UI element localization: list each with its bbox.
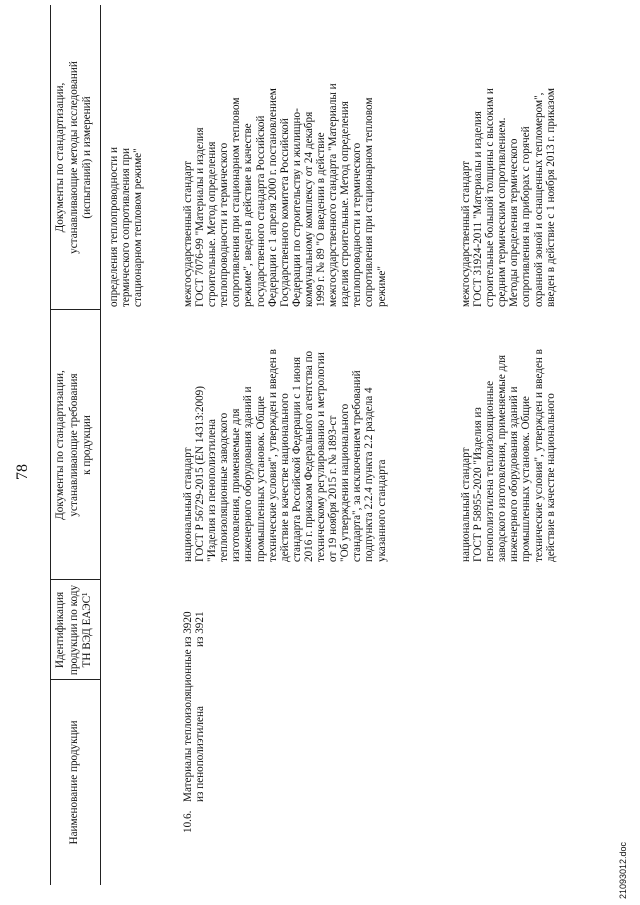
requirements-standard-gost-r-56729: национальный стандарт ГОСТ Р 56729-2015 (EN 14313:2009) "Изделия из пенополиэтилена теплоизоляционные заводского изготовления, применяемые для инженерного оборудования зданий и промышленных установок. Общие технические условия", утвержден и введен в действие в качестве национального стандарта Российской Федерации с 1 июня 2016 г. приказом Федерального агентства по техническому регулированию и метрологии от 19 ноября 2015 г. № 1893-ст "Об утверждении национального стандарта", за исключением требований подпункта 2.2.4 пункта 2.2 раздела 4 указанного стандарта (182, 349, 388, 562)
header-product-name: Наименование продукции (68, 720, 80, 845)
header-bottom-border (100, 5, 101, 885)
document-file-code: 21093012.doc (618, 841, 628, 899)
requirements-standard-gost-r-58955: национальный стандарт ГОСТ Р 58955-2020 "Изделия из пенополиэтилена теплоизоляционные заводского изготовления, применяемые для инженерного оборудования зданий и промышленных установок. Общие технические условия", утвержден и введен в действие в качестве национального (460, 349, 557, 562)
header-methods-docs: Документы по стандартизации, устанавливающие методы исследований (испытаний) и измерений (54, 61, 93, 254)
methods-standard-gost-7076: межгосударственный стандарт ГОСТ 7076-99 "Материалы и изделия строительные. Метод определения теплопроводности и термического сопротивления при стационарном тепловом режиме", введен в действие в качестве государственного стандарта Российской Федерации с 1 апреля 2000 г. постановлением Государственного комитета Российской Федерации по строительству и жилищно- коммунальному комплексу от 24 декабря 1999 г. № 89 "О введении в действие межгосударственного стандарта "Материалы и изделия строительные. Метод определения теплопроводности и термического сопротивления при стационарном тепловом режиме" (182, 83, 388, 307)
page-number: 78 (14, 464, 31, 480)
tn-ved-codes: из 3920 из 3921 (182, 611, 207, 647)
header-tn-ved-code: Идентификация продукции по коду ТН ВЭД ЕАЭС¹ (54, 584, 93, 676)
methods-continuation: определения теплопроводности и термического сопротивления при стационарном тепловом режиме" (108, 147, 145, 307)
header-requirements-docs: Документы по стандартизации, устанавливающие требования к продукции (54, 370, 93, 520)
row-number: 10.6. (182, 810, 194, 833)
table-top-border (50, 5, 51, 885)
product-name: Материалы теплоизоляционные из пенополиэтилена (182, 649, 207, 802)
methods-standard-gost-31924: межгосударственный стандарт ГОСТ 31924-2011 "Материалы и изделия строительные большой толщины с высоким и средним термическим сопротивлением. Методы определения термического сопротивления на приборах с горячей охранной зоной и оснащенных тепломером", введен в действие с 1 ноября 2013 г. приказом (460, 88, 557, 307)
